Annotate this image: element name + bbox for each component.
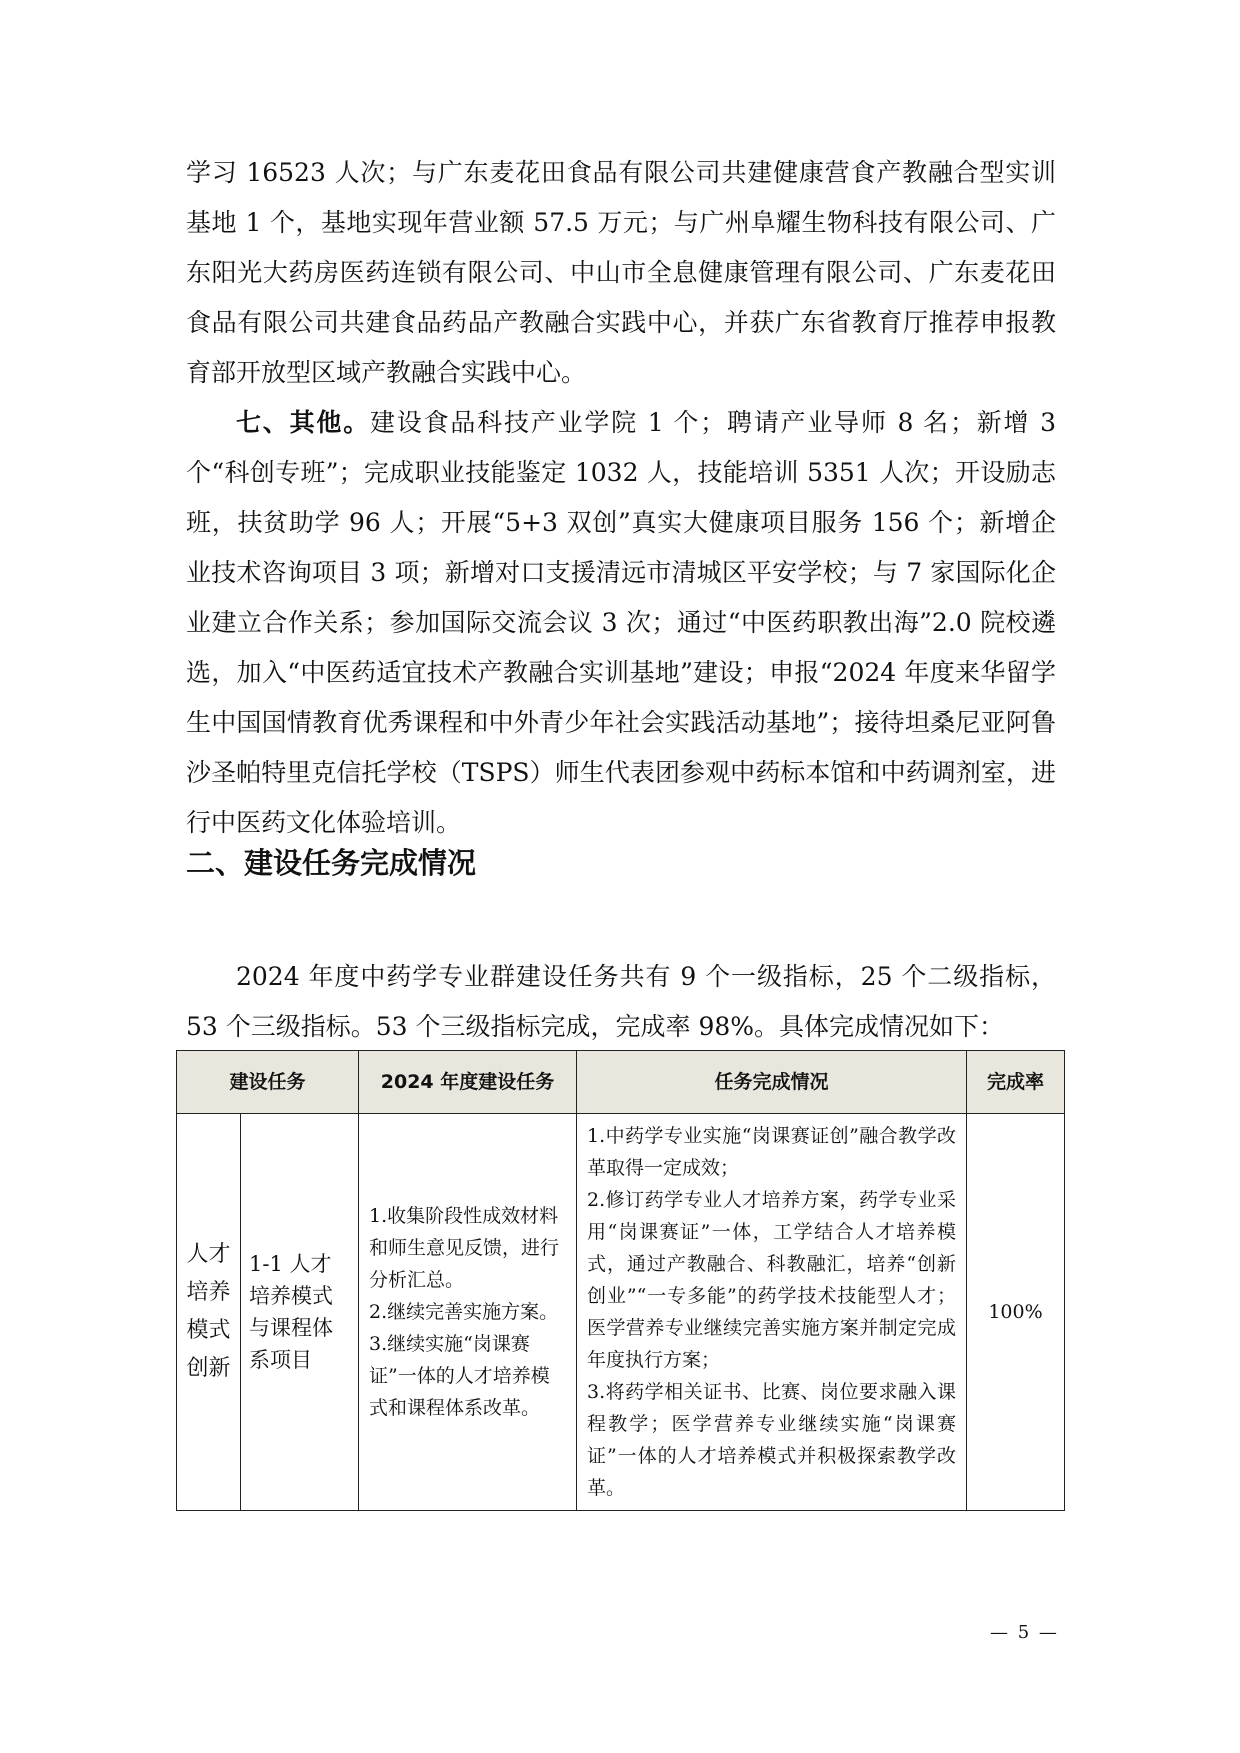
page-number: — 5 — [990,1622,1059,1643]
cell-completion [577,1114,967,1511]
paragraph-base-construction: 学习 16523 人次；与广东麦花田食品有限公司共建健康营食产教融合型实训基地 1 个，基地实现年营业额 57.5 万元；与广州阜耀生物科技有限公司、广东阳光大药房医药连锁有限公司、中山市全息健康管理有限公司、广东麦花田食品有限公司共建食品药品产教融合实践中心，并获广东省教育厅推荐申报教育部开放型区域产教融合实践中心。 [186,158,1056,387]
task-completion-table [176,1050,1065,1511]
paragraph-summary: 2024 年度中药学专业群建设任务共有 9 个一级指标，25 个二级指标，53 个三级指标。53 个三级指标完成，完成率 98%。具体完成情况如下： [186,962,1056,1041]
cell-annual-tasks [359,1114,577,1511]
table-header-row [177,1051,1065,1114]
task-item: 2.继续完善实施方案。 [369,1301,559,1323]
completion-item: 2.修订药学专业人才培养方案，药学专业采用“岗课赛证”一体，工学结合人才培养模式，通过产教融合、科教融汇，培养“创新创业”“一专多能”的药学技术技能型人才；医学营养专业继续完善实施方案并制定完成年度执行方案； [587,1189,957,1371]
paragraph-lead-heading: 七、其他。 [236,408,370,437]
paragraph-others-body: 建设食品科技产业学院 1 个；聘请产业导师 8 名；新增 3 个“科创专班”；完成职业技能鉴定 1032 人，技能培训 5351 人次；开设励志班，扶贫助学 96 人；开展“5+3 双创”真实大健康项目服务 156 个；新增企业技术咨询项目 3 项；新增对口支援清远市清城区平安学校；与 7 家国际化企业建立合作关系；参加国际交流会议 3 次；通过“中医药职教出海”2.0 院校遴选，加入“中医药适宜技术产教融合实训基地”建设；申报“2024 年度来华留学生中国国情教育优秀课程和中外青少年社会实践活动基地”；接待坦桑尼亚阿鲁沙圣帕特里克信托学校（TSPS）师生代表团参观中药标本馆和中药调剂室，进行中医药文化体验培训。 [186,408,1056,837]
completion-item: 1.中药学专业实施“岗课赛证创”融合教学改革取得一定成效； [587,1125,957,1179]
header-annual-task: 2024 年度建设任务 [359,1051,577,1114]
completion-item: 3.将药学相关证书、比赛、岗位要求融入课程教学；医学营养专业继续实施“岗课赛证”一体的人才培养模式并积极探索教学改革。 [587,1381,957,1499]
task-item: 1.收集阶段性成效材料和师生意见反馈，进行分析汇总。 [369,1205,560,1291]
header-rate: 完成率 [967,1051,1065,1114]
cell-rate: 100% [967,1114,1065,1511]
header-task: 建设任务 [177,1051,359,1114]
cell-category: 人才培养模式创新 [177,1114,241,1511]
paragraph-others [186,398,1056,848]
header-completion: 任务完成情况 [577,1051,967,1114]
task-item: 3.继续实施“岗课赛证”一体的人才培养模式和课程体系改革。 [369,1333,550,1419]
section-heading: 二、建设任务完成情况 [186,846,477,880]
cell-subtask: 1-1 人才培养模式与课程体系项目 [241,1114,359,1511]
table-row [177,1114,1065,1511]
